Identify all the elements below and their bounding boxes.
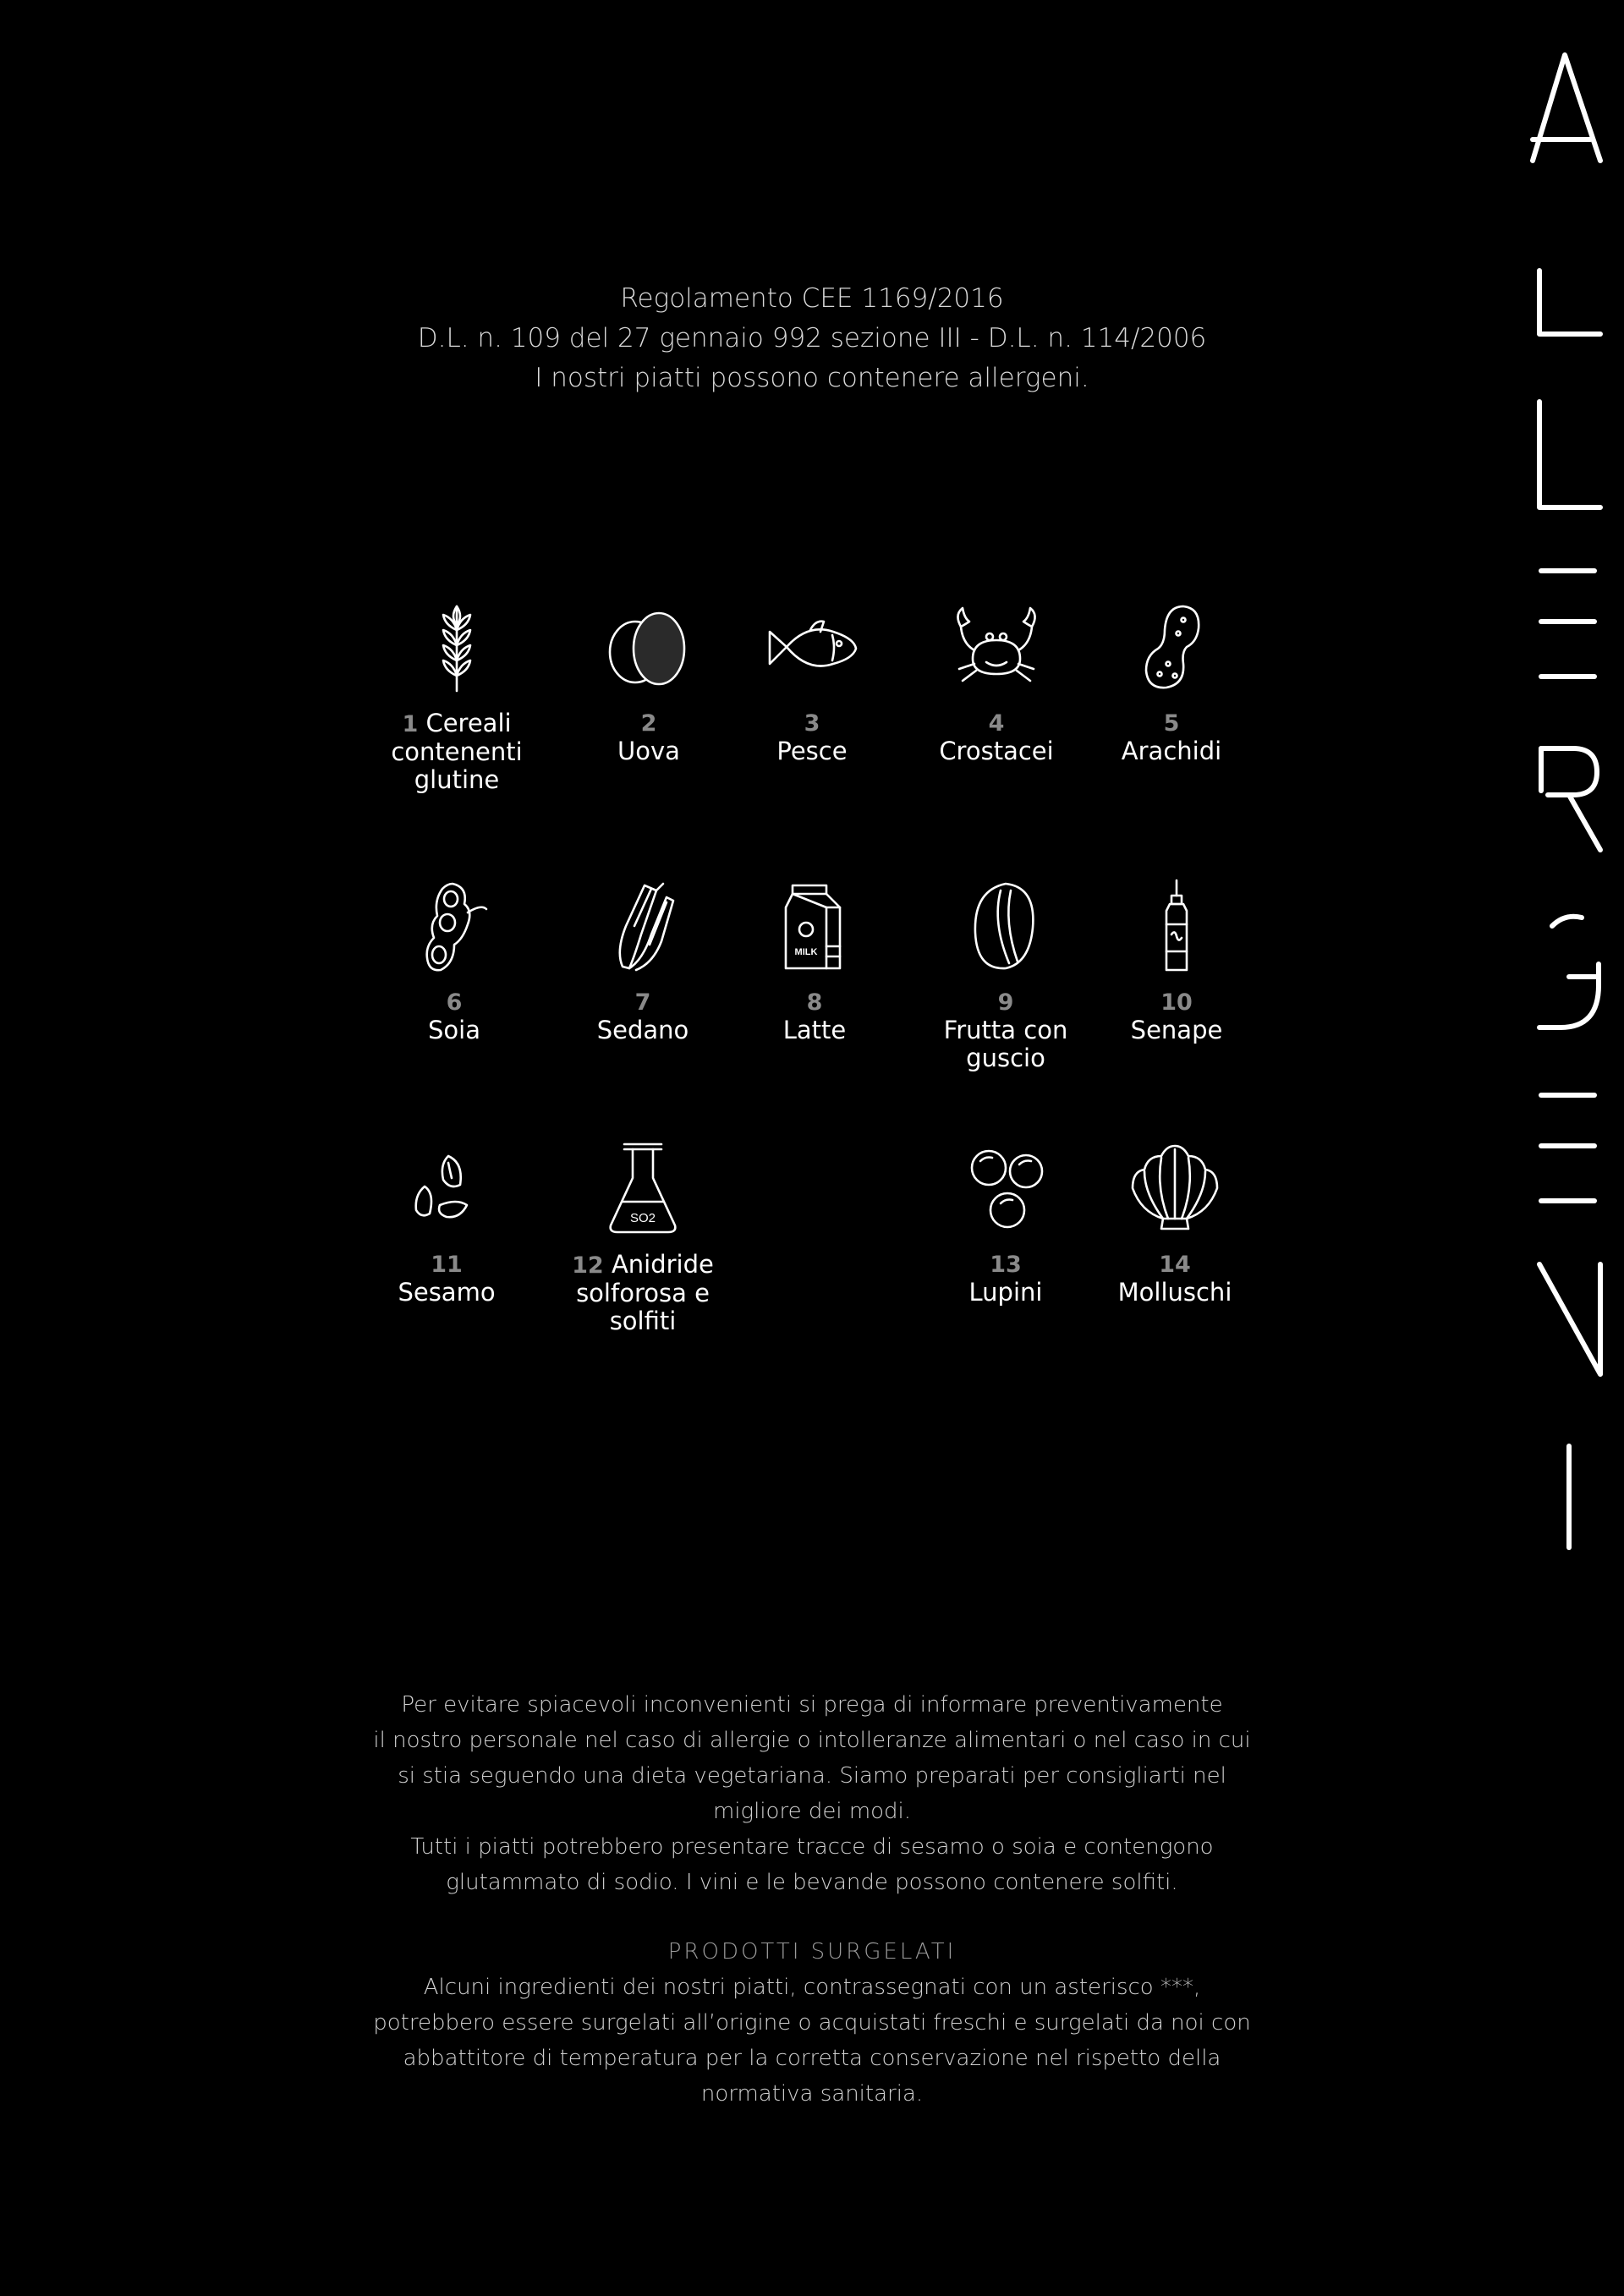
allergen-item-lupini bbox=[908, 1137, 1103, 1307]
lupin-icon bbox=[955, 1137, 1056, 1239]
footer-line: si stia seguendo una dieta vegetariana. Siamo preparati per consigliarti nel bbox=[398, 1763, 1226, 1789]
allergen-item-sedano bbox=[546, 875, 740, 1044]
allergen-item-pesce bbox=[715, 596, 909, 765]
footer-line: normativa sanitaria. bbox=[700, 2081, 924, 2107]
allergen-number: 7 bbox=[634, 989, 651, 1016]
allergen-item-crostacei bbox=[899, 596, 1094, 765]
allergen-name: Molluschi bbox=[1117, 1278, 1232, 1307]
footer-line: abbattitore di temperatura per la corretta conservazione nel rispetto della bbox=[403, 2046, 1221, 2071]
wheat-icon bbox=[406, 596, 508, 698]
allergen-name: Latte bbox=[782, 1016, 847, 1044]
allergen-name: Arachidi bbox=[1121, 737, 1222, 765]
allergen-item-anidride-solforosa bbox=[546, 1137, 740, 1335]
soy-icon bbox=[403, 875, 505, 977]
egg-icon bbox=[598, 596, 700, 698]
allergen-number: 3 bbox=[804, 710, 820, 737]
allergen-item-senape bbox=[1079, 875, 1274, 1044]
allergen-item-soia bbox=[357, 875, 551, 1044]
allergen-item-cereali bbox=[359, 596, 554, 794]
allergen-name: Frutta con guscio bbox=[943, 1016, 1068, 1072]
allergen-number: 5 bbox=[1163, 710, 1180, 737]
allergen-number: 2 bbox=[640, 710, 657, 737]
allergen-name: Uova bbox=[617, 737, 680, 765]
allergen-number: 6 bbox=[446, 989, 463, 1016]
allergen-number: 10 bbox=[1160, 989, 1193, 1016]
footer-line: Per evitare spiacevoli inconvenienti si prega di informare preventivamente bbox=[401, 1692, 1223, 1718]
flask-icon bbox=[592, 1137, 694, 1239]
footer-line: il nostro personale nel caso di allergie o intolleranze alimentari o nel caso in cui bbox=[373, 1728, 1251, 1753]
header-line-2: D.L. n. 109 del 27 gennaio 992 sezione III - D.L. n. 114/2006 bbox=[417, 323, 1207, 353]
shell-icon bbox=[1124, 1137, 1226, 1239]
allergen-number: 1 bbox=[402, 711, 419, 737]
allergen-name: Lupini bbox=[968, 1278, 1043, 1307]
allergen-number: 14 bbox=[1159, 1252, 1191, 1278]
milk-icon bbox=[764, 875, 865, 977]
allergen-name: Sesamo bbox=[398, 1278, 496, 1307]
allergen-name: Senape bbox=[1130, 1016, 1223, 1044]
allergen-name: Soia bbox=[428, 1016, 480, 1044]
mustard-icon bbox=[1126, 875, 1227, 977]
allergen-name: Pesce bbox=[776, 737, 848, 765]
allergen-name: Anidride solforosa e solfiti bbox=[576, 1250, 714, 1335]
footer-line: potrebbero essere surgelati all’origine o acquistati freschi e surgelati da noi con bbox=[373, 2010, 1251, 2036]
allergen-name: Cereali contenenti glutine bbox=[391, 709, 523, 794]
footer-line: Tutti i piatti potrebbero presentare tracce di sesamo o soia e contengono bbox=[410, 1834, 1214, 1860]
nut-icon bbox=[955, 875, 1056, 977]
celery-icon bbox=[592, 875, 694, 977]
allergen-item-frutta-con-guscio bbox=[908, 875, 1103, 1072]
frozen-products-heading: PRODOTTI SURGELATI bbox=[667, 1939, 957, 1964]
allergen-number: 11 bbox=[431, 1252, 463, 1278]
header-line-1: Regolamento CEE 1169/2016 bbox=[620, 283, 1004, 314]
allergen-item-molluschi bbox=[1078, 1137, 1272, 1307]
allergen-item-sesamo bbox=[349, 1137, 544, 1307]
allergen-number: 13 bbox=[990, 1252, 1022, 1278]
footer-line: Alcuni ingredienti dei nostri piatti, contrassegnati con un asterisco ***, bbox=[423, 1975, 1201, 2000]
allergen-name: Sedano bbox=[596, 1016, 689, 1044]
peanut-icon bbox=[1121, 596, 1222, 698]
fish-icon bbox=[761, 596, 863, 698]
footer-notes bbox=[0, 1687, 1624, 2112]
allergen-item-arachidi bbox=[1074, 596, 1269, 765]
sesame-icon bbox=[396, 1137, 497, 1239]
milk-label: MILK bbox=[794, 947, 818, 957]
allergen-number: 4 bbox=[988, 710, 1005, 737]
allergen-item-latte bbox=[717, 875, 912, 1044]
footer-line: glutammato di sodio. I vini e le bevande possono contenere solfiti. bbox=[446, 1870, 1178, 1895]
allergen-number: 9 bbox=[997, 989, 1014, 1016]
so2-label: SO2 bbox=[629, 1211, 656, 1225]
crab-icon bbox=[946, 596, 1047, 698]
allergen-number: 8 bbox=[806, 989, 823, 1016]
header-line-3: I nostri piatti possono contenere allergeni. bbox=[535, 363, 1089, 393]
allergen-number: 12 bbox=[572, 1252, 604, 1279]
footer-line: migliore dei modi. bbox=[712, 1799, 912, 1824]
allergen-name: Crostacei bbox=[939, 737, 1054, 765]
